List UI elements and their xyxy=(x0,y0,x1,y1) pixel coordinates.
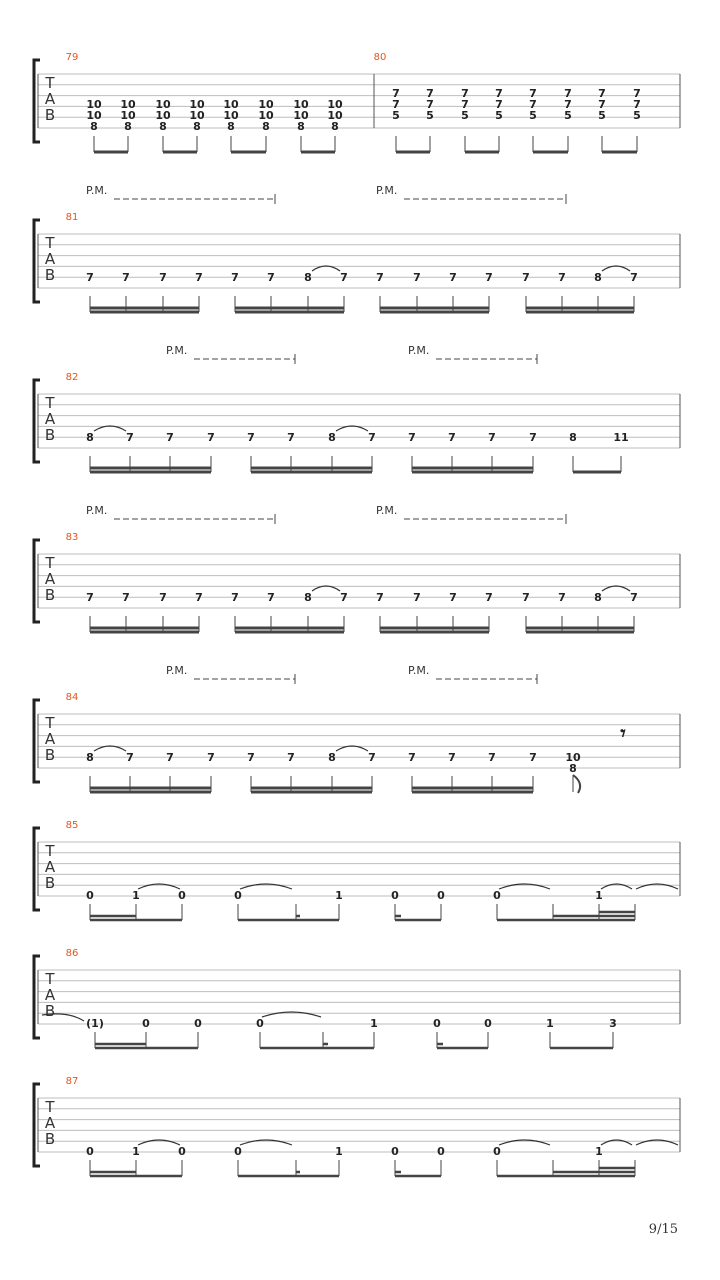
tab-fret-number: 1 xyxy=(335,889,343,902)
palm-mute-label: P.M. xyxy=(408,344,430,357)
system-bracket xyxy=(34,60,40,142)
beam-group xyxy=(602,136,637,152)
tab-fret-number: 7 xyxy=(340,591,348,604)
tab-fret-number: 10 xyxy=(155,98,171,111)
tab-fret-number: 7 xyxy=(495,87,503,100)
tab-fret-number: 10 xyxy=(258,98,274,111)
tab-fret-number: 0 xyxy=(493,1145,501,1158)
beam-group xyxy=(90,1160,182,1176)
tab-fret-number: 8 xyxy=(328,751,336,764)
tab-fret-number: 1 xyxy=(132,889,140,902)
tab-fret-number: 5 xyxy=(392,109,400,122)
system-bracket xyxy=(34,700,40,782)
tab-fret-number: 8 xyxy=(328,431,336,444)
tab-letter-t: T xyxy=(45,554,55,572)
tab-fret-number: 7 xyxy=(426,98,434,111)
tab-fret-number: 7 xyxy=(340,271,348,284)
tab-fret-number: 7 xyxy=(485,591,493,604)
tab-fret-number: 7 xyxy=(633,98,641,111)
staff-system-3 xyxy=(34,540,680,622)
beam-group xyxy=(380,616,489,632)
tab-fret-number: 5 xyxy=(564,109,572,122)
beam-group xyxy=(94,136,128,152)
beam-group xyxy=(526,616,634,632)
beam-group xyxy=(231,136,266,152)
tab-fret-number: 0 xyxy=(234,1145,242,1158)
tab-fret-number: 1 xyxy=(370,1017,378,1030)
tab-fret-number: 8 xyxy=(193,120,201,133)
staff-system-7 xyxy=(34,1084,680,1166)
tab-fret-number: 7 xyxy=(598,87,606,100)
tab-fret-number: 5 xyxy=(461,109,469,122)
system-bracket xyxy=(34,1084,40,1166)
palm-mute-label: P.M. xyxy=(408,664,430,677)
palm-mute-label: P.M. xyxy=(166,344,188,357)
tab-letter-b: B xyxy=(44,426,56,444)
tab-letter-a: A xyxy=(44,858,56,876)
tab-fret-number: 7 xyxy=(495,98,503,111)
tab-fret-number: 7 xyxy=(166,431,174,444)
tab-fret-number: 10 xyxy=(293,109,309,122)
measure-number: 82 xyxy=(65,372,79,383)
tab-letter-b: B xyxy=(44,874,56,892)
beam-group xyxy=(396,136,430,152)
tab-letter-t: T xyxy=(45,842,55,860)
beam-group xyxy=(235,296,344,312)
tab-letter-a: A xyxy=(44,90,56,108)
staff-system-1 xyxy=(34,220,680,302)
tab-fret-number: 7 xyxy=(247,431,255,444)
staff-system-4 xyxy=(34,700,680,782)
tab-fret-number: 7 xyxy=(126,431,134,444)
tab-fret-number: 1 xyxy=(595,889,603,902)
tab-fret-number: 7 xyxy=(287,431,295,444)
tab-fret-number: 7 xyxy=(207,431,215,444)
tab-fret-number: 0 xyxy=(391,1145,399,1158)
tab-fret-number: 7 xyxy=(413,271,421,284)
beam-group xyxy=(251,456,372,472)
tab-fret-number: 7 xyxy=(529,751,537,764)
tab-fret-number: 5 xyxy=(495,109,503,122)
beam-group xyxy=(526,296,634,312)
tab-fret-number: 7 xyxy=(231,271,239,284)
tab-fret-number: 7 xyxy=(598,98,606,111)
tab-fret-number: 7 xyxy=(522,271,530,284)
tab-fret-number: 8 xyxy=(90,120,98,133)
tab-fret-number: 8 xyxy=(594,591,602,604)
tab-fret-number: 5 xyxy=(426,109,434,122)
beam-group xyxy=(90,456,211,472)
tab-fret-number: 1 xyxy=(132,1145,140,1158)
tab-fret-number: 10 xyxy=(327,109,343,122)
tab-fret-number: 5 xyxy=(633,109,641,122)
tab-fret-number: 0 xyxy=(86,889,94,902)
tab-fret-number: 7 xyxy=(426,87,434,100)
tab-fret-number: 7 xyxy=(122,591,130,604)
tab-fret-number: 10 xyxy=(293,98,309,111)
measure-number: 83 xyxy=(65,532,79,543)
palm-mute-label: P.M. xyxy=(86,504,108,517)
tab-letter-t: T xyxy=(45,970,55,988)
tab-letter-t: T xyxy=(45,234,55,252)
beam-group xyxy=(90,776,211,792)
beam-group xyxy=(238,1160,339,1176)
beam-group xyxy=(163,136,197,152)
tab-fret-number: 10 xyxy=(189,109,205,122)
beam-group xyxy=(573,456,621,472)
tab-letter-a: A xyxy=(44,730,56,748)
tab-letter-b: B xyxy=(44,266,56,284)
tab-fret-number: 7 xyxy=(529,87,537,100)
beam-group xyxy=(497,904,635,920)
tab-fret-number: 0 xyxy=(391,889,399,902)
beam-group xyxy=(497,1160,635,1176)
tab-fret-number: 10 xyxy=(223,98,239,111)
tab-fret-number: 7 xyxy=(630,271,638,284)
tab-fret-number: 8 xyxy=(569,431,577,444)
tab-fret-number: 0 xyxy=(194,1017,202,1030)
tab-fret-number: 7 xyxy=(558,591,566,604)
tab-fret-number: 7 xyxy=(448,431,456,444)
tab-fret-number: 7 xyxy=(564,87,572,100)
beam-group xyxy=(395,904,441,920)
beam-group xyxy=(533,136,568,152)
tab-fret-number: 7 xyxy=(448,751,456,764)
tab-fret-number: 7 xyxy=(461,98,469,111)
beam-group xyxy=(395,1160,441,1176)
tab-fret-number: 7 xyxy=(247,751,255,764)
tab-fret-number: 8 xyxy=(569,762,577,775)
system-bracket xyxy=(34,380,40,462)
tab-letter-b: B xyxy=(44,586,56,604)
tab-fret-number: 0 xyxy=(142,1017,150,1030)
tab-fret-number: 7 xyxy=(449,271,457,284)
tab-fret-number: 0 xyxy=(256,1017,264,1030)
tab-fret-number: 8 xyxy=(86,431,94,444)
tab-letter-t: T xyxy=(45,394,55,412)
tab-fret-number: 11 xyxy=(613,431,629,444)
measure-number: 84 xyxy=(65,692,79,703)
tab-fret-number: 0 xyxy=(86,1145,94,1158)
tab-fret-number: 7 xyxy=(231,591,239,604)
tab-letter-a: A xyxy=(44,570,56,588)
tab-fret-number: 5 xyxy=(529,109,537,122)
tab-fret-number: 7 xyxy=(122,271,130,284)
beam-group xyxy=(260,1032,374,1048)
measure-number: 86 xyxy=(65,948,79,959)
tab-fret-number: 7 xyxy=(159,591,167,604)
system-bracket xyxy=(34,828,40,910)
tab-fret-number: 7 xyxy=(207,751,215,764)
tab-fret-number: 7 xyxy=(267,591,275,604)
tab-fret-number: 10 xyxy=(565,751,581,764)
tab-fret-number: 8 xyxy=(331,120,339,133)
tab-fret-number: 5 xyxy=(598,109,606,122)
tab-fret-number: 0 xyxy=(437,889,445,902)
measure-number: 87 xyxy=(65,1076,79,1087)
palm-mute-label: P.M. xyxy=(376,504,398,517)
tab-fret-number: 8 xyxy=(262,120,270,133)
tab-fret-number: 7 xyxy=(485,271,493,284)
beam-group xyxy=(412,776,533,792)
beam-group xyxy=(90,616,199,632)
tab-fret-number: 7 xyxy=(86,591,94,604)
tab-fret-number: 8 xyxy=(86,751,94,764)
page-number: 9/15 xyxy=(648,1222,678,1237)
tab-letter-a: A xyxy=(44,986,56,1004)
tab-letter-t: T xyxy=(45,74,55,92)
beam-group xyxy=(238,904,339,920)
tab-fret-number: 0 xyxy=(484,1017,492,1030)
tab-fret-number: (1) xyxy=(86,1017,104,1030)
beam-group xyxy=(412,456,533,472)
tab-fret-number: 7 xyxy=(522,591,530,604)
tab-fret-number: 7 xyxy=(564,98,572,111)
beam-group xyxy=(437,1032,488,1048)
tab-fret-number: 7 xyxy=(267,271,275,284)
tab-letter-b: B xyxy=(44,1002,56,1020)
tab-fret-number: 10 xyxy=(120,109,136,122)
tab-fret-number: 8 xyxy=(124,120,132,133)
tab-fret-number: 10 xyxy=(189,98,205,111)
tab-fret-number: 0 xyxy=(437,1145,445,1158)
palm-mute-label: P.M. xyxy=(86,184,108,197)
tab-fret-number: 10 xyxy=(120,98,136,111)
tab-fret-number: 0 xyxy=(433,1017,441,1030)
tab-fret-number: 7 xyxy=(408,431,416,444)
tab-fret-number: 7 xyxy=(461,87,469,100)
tab-fret-number: 10 xyxy=(223,109,239,122)
staff-system-2 xyxy=(34,380,680,462)
eighth-rest: 𝄾 xyxy=(620,721,626,745)
tab-fret-number: 0 xyxy=(234,889,242,902)
beam-group xyxy=(251,776,372,792)
tab-fret-number: 7 xyxy=(368,431,376,444)
beam-group xyxy=(95,1032,198,1048)
measure-number: 79 xyxy=(65,52,79,63)
tab-fret-number: 7 xyxy=(159,271,167,284)
tab-fret-number: 10 xyxy=(327,98,343,111)
palm-mute-label: P.M. xyxy=(166,664,188,677)
tab-fret-number: 10 xyxy=(155,109,171,122)
tab-fret-number: 8 xyxy=(304,591,312,604)
tab-fret-number: 1 xyxy=(335,1145,343,1158)
tab-fret-number: 0 xyxy=(493,889,501,902)
tab-fret-number: 3 xyxy=(609,1017,617,1030)
tab-fret-number: 10 xyxy=(258,109,274,122)
tab-fret-number: 7 xyxy=(126,751,134,764)
beam-group xyxy=(380,296,489,312)
tab-fret-number: 7 xyxy=(392,87,400,100)
tab-letter-a: A xyxy=(44,410,56,428)
tab-fret-number: 7 xyxy=(195,591,203,604)
tab-fret-number: 8 xyxy=(304,271,312,284)
system-bracket xyxy=(34,540,40,622)
tab-fret-number: 7 xyxy=(287,751,295,764)
measure-number: 85 xyxy=(65,820,79,831)
tab-fret-number: 7 xyxy=(529,98,537,111)
tab-fret-number: 8 xyxy=(297,120,305,133)
tab-fret-number: 7 xyxy=(449,591,457,604)
tab-fret-number: 7 xyxy=(86,271,94,284)
tab-letter-b: B xyxy=(44,106,56,124)
tab-fret-number: 7 xyxy=(488,751,496,764)
palm-mute-label: P.M. xyxy=(376,184,398,197)
tab-fret-number: 7 xyxy=(558,271,566,284)
tab-fret-number: 7 xyxy=(368,751,376,764)
beam-group xyxy=(90,296,199,312)
tab-letter-t: T xyxy=(45,714,55,732)
tab-fret-number: 10 xyxy=(86,98,102,111)
tab-letter-a: A xyxy=(44,250,56,268)
beam-group xyxy=(90,904,182,920)
tab-fret-number: 7 xyxy=(633,87,641,100)
measure-number: 81 xyxy=(65,212,79,223)
tab-fret-number: 8 xyxy=(227,120,235,133)
system-bracket xyxy=(34,956,40,1038)
beam-group xyxy=(301,136,335,152)
beam-group xyxy=(235,616,344,632)
tab-fret-number: 1 xyxy=(595,1145,603,1158)
tab-letter-b: B xyxy=(44,1130,56,1148)
tab-letter-b: B xyxy=(44,746,56,764)
measure-number: 80 xyxy=(373,52,387,63)
system-bracket xyxy=(34,220,40,302)
note-flag xyxy=(573,775,580,793)
tab-fret-number: 7 xyxy=(413,591,421,604)
tab-fret-number: 0 xyxy=(178,889,186,902)
tab-fret-number: 7 xyxy=(529,431,537,444)
tab-fret-number: 7 xyxy=(376,271,384,284)
beam-group xyxy=(550,1032,613,1048)
tab-fret-number: 7 xyxy=(376,591,384,604)
staff-system-6 xyxy=(34,956,680,1038)
tab-fret-number: 7 xyxy=(488,431,496,444)
beam-group xyxy=(465,136,499,152)
tab-letter-a: A xyxy=(44,1114,56,1132)
tab-fret-number: 7 xyxy=(630,591,638,604)
tab-fret-number: 7 xyxy=(392,98,400,111)
tab-fret-number: 8 xyxy=(159,120,167,133)
tab-fret-number: 10 xyxy=(86,109,102,122)
tab-fret-number: 7 xyxy=(195,271,203,284)
tab-fret-number: 8 xyxy=(594,271,602,284)
tab-letter-t: T xyxy=(45,1098,55,1116)
tab-fret-number: 0 xyxy=(178,1145,186,1158)
tab-fret-number: 1 xyxy=(546,1017,554,1030)
tab-fret-number: 7 xyxy=(408,751,416,764)
tab-fret-number: 7 xyxy=(166,751,174,764)
staff-system-5 xyxy=(34,828,680,910)
